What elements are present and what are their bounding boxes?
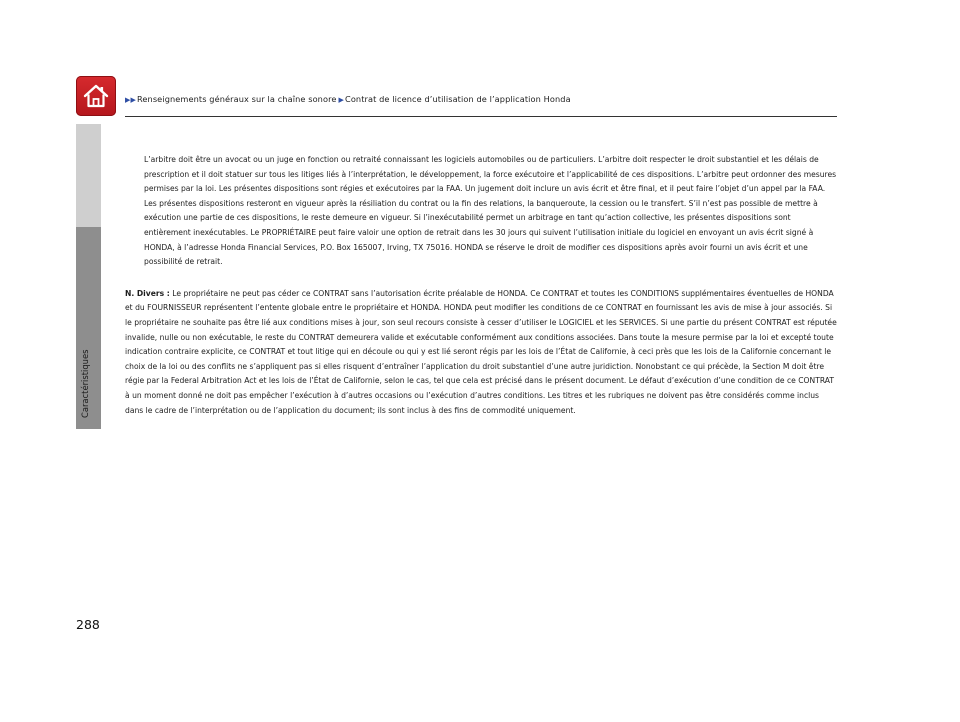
sidebar-tab-inactive: [76, 124, 101, 227]
section-n-divers: [125, 287, 837, 418]
home-icon: [82, 82, 110, 110]
sidebar-label: Caractéristiques: [80, 349, 90, 418]
section-n-text: Le propriétaire ne peut pas céder ce CONTRAT sans l’autorisation écrite préalable de HONDA. Ce CONTRAT et toutes les CONDITIONS supplémentaires éventuelles de HONDA et du FOURNISSEUR représentent l’entente globale entre le propriétaire et HONDA. HONDA peut modifier les conditions de ce CONTRAT en fournissant les avis de mise à jour associés. Si le propriétaire ne souhaite pas être lié aux conditions mises à jour, son seul recours consiste à cesser d’utiliser le LOGICIEL et les SERVICES. Si une partie du présent CONTRAT est réputée invalide, nulle ou non exécutable, le reste du CONTRAT demeurera valide et exécutable conformément aux conditions associées. Dans toute la mesure permise par la loi et excepté toute indication contraire explicite, ce CONTRAT et tout litige qui en découle ou qui y est lié seront régis par les lois de l’État de Californie, à ceci près que les lois de la Californie concernant le choix de la loi ou des conflits ne s’appliquent pas si elles risquent d’entraîner l’application du droit substantiel d’une autre juridiction. Nonobstant ce qui précède, la Section M doit être régie par la Federal Arbitration Act et les lois de l’État de Californie, selon le cas, tel que cela est précisé dans le présent document. Le défaut d’exécution d’une condition de ce CONTRAT à un moment donné ne doit pas empêcher l’exécution à d’autres occasions ou l’exécution d’autres conditions. Les titres et les rubriques ne doivent pas être considérés comme inclus dans le cadre de l’interprétation ou de l’application du document; ils sont inclus à des fins de commodité uniquement.: [125, 288, 837, 415]
section-heading: N. Divers :: [125, 288, 170, 298]
paragraph-dispositions: Les présentes dispositions resteront en vigueur après la résiliation du contrat ou la fin des relations, la banqueroute, la cession ou le transfert. S’il n’est pas possible de mettre à exécution une partie de ces dispositions, le reste demeure en vigueur. Si l’inexécutabilité permet un arbitrage en tant qu’action collective, les présentes dispositions sont entièrement inexécutables. Le PROPRIÉTAIRE peut faire valoir une option de retrait dans les 30 jours qui suivent l’utilisation initiale du logiciel en envoyant un avis écrit signé à HONDA, à l’adresse Honda Financial Services, P.O. Box 165007, Irving, TX 75016. HONDA se réserve le droit de modifier ces dispositions après avoir fourni un avis écrit et une possibilité de retrait.: [144, 198, 818, 267]
main-content: [125, 153, 837, 418]
breadcrumb-arrow-icon: ▶: [338, 96, 344, 104]
breadcrumb: [125, 94, 571, 104]
arbitration-block: [125, 153, 837, 270]
header-divider: [125, 116, 837, 117]
home-button[interactable]: [76, 76, 116, 116]
breadcrumb-arrow-icon: ▶▶: [125, 96, 136, 104]
breadcrumb-item-contrat-licence[interactable]: Contrat de licence d’utilisation de l’application Honda: [345, 94, 571, 104]
section-n-paragraph: [125, 287, 837, 418]
breadcrumb-item-chaine-sonore[interactable]: Renseignements généraux sur la chaîne sonore: [136, 94, 337, 104]
page-number: 288: [76, 617, 100, 632]
paragraph-arbitre: L’arbitre doit être un avocat ou un juge en fonction ou retraité connaissant les logiciels automobiles ou de particuliers. L’arbitre doit respecter le droit substantiel et les délais de prescription et il doit statuer sur tous les litiges liés à l’interprétation, le développement, la force exécutoire et l’applicabilité de ces dispositions. L’arbitre peut ordonner des mesures permises par la loi. Les présentes dispositions sont régies et exécutoires par la FAA. Un jugement doit inclure un avis écrit et être final, et il peut faire l’objet d’un appel par la FAA.: [144, 155, 837, 194]
